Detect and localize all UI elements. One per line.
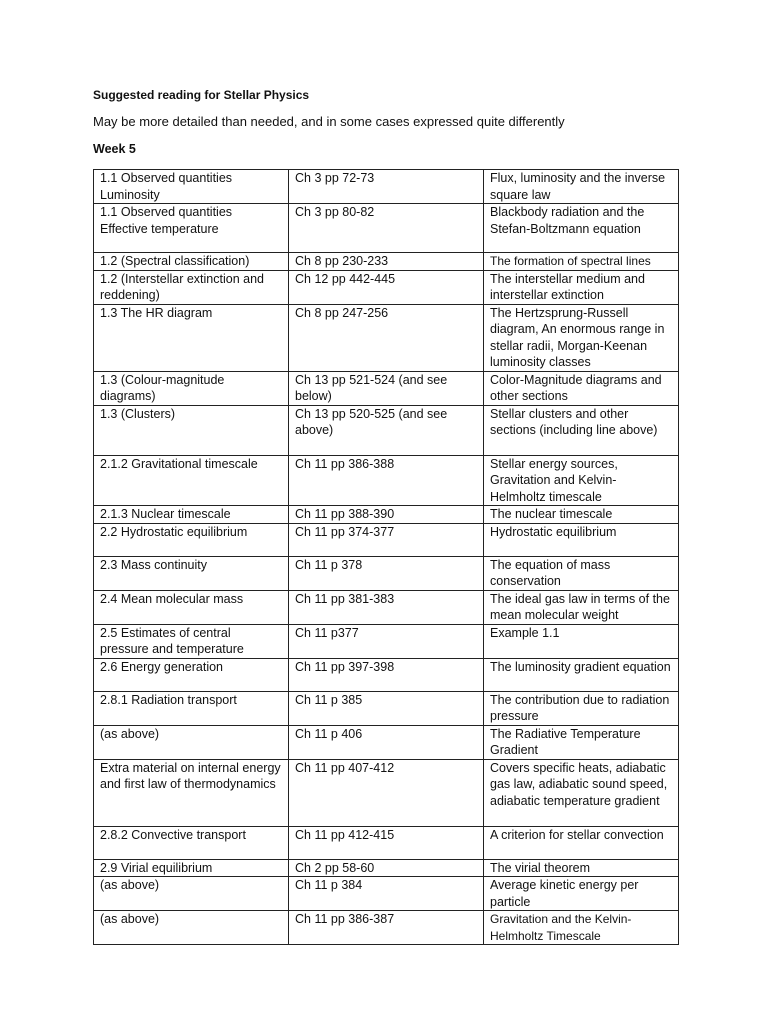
reference-cell: Ch 13 pp 520-525 (and see above)	[289, 405, 484, 455]
section-cell: The interstellar medium and interstellar extinction	[484, 270, 679, 304]
section-cell: Color-Magnitude diagrams and other sections	[484, 371, 679, 405]
section-cell: Hydrostatic equilibrium	[484, 523, 679, 556]
table-row	[94, 658, 679, 691]
table-row	[94, 691, 679, 725]
section-cell: The ideal gas law in terms of the mean molecular weight	[484, 590, 679, 624]
table-row	[94, 877, 679, 911]
topic-cell: 2.3 Mass continuity	[94, 556, 289, 590]
table-row	[94, 170, 679, 204]
reference-cell: Ch 11 pp 388-390	[289, 506, 484, 524]
topic-cell: 2.9 Virial equilibrium	[94, 859, 289, 877]
reference-cell: Ch 11 p377	[289, 624, 484, 658]
topic-cell: 1.1 Observed quantities Luminosity	[94, 170, 289, 204]
reference-cell: Ch 8 pp 230-233	[289, 253, 484, 271]
section-cell: Covers specific heats, adiabatic gas law, adiabatic sound speed, adiabatic temperature gradient	[484, 759, 679, 826]
section-cell	[484, 911, 679, 945]
table-row	[94, 455, 679, 506]
section-cell: The nuclear timescale	[484, 506, 679, 524]
table-row	[94, 826, 679, 859]
topic-cell: 2.4 Mean molecular mass	[94, 590, 289, 624]
table-row	[94, 725, 679, 759]
reference-cell: Ch 2 pp 58-60	[289, 859, 484, 877]
table-row	[94, 270, 679, 304]
reference-cell: Ch 11 p 385	[289, 691, 484, 725]
section-cell: The virial theorem	[484, 859, 679, 877]
reference-cell: Ch 11 p 406	[289, 725, 484, 759]
section-cell: Stellar energy sources, Gravitation and Kelvin-Helmholtz timescale	[484, 455, 679, 506]
topic-cell: 2.2 Hydrostatic equilibrium	[94, 523, 289, 556]
topic-cell: 2.1.2 Gravitational timescale	[94, 455, 289, 506]
reference-cell: Ch 3 pp 80-82	[289, 204, 484, 253]
section-cell: Average kinetic energy per particle	[484, 877, 679, 911]
table-row	[94, 859, 679, 877]
reference-cell: Ch 3 pp 72-73	[289, 170, 484, 204]
topic-cell: 2.1.3 Nuclear timescale	[94, 506, 289, 524]
reference-cell: Ch 12 pp 442-445	[289, 270, 484, 304]
topic-cell: 1.2 (Spectral classification)	[94, 253, 289, 271]
section-text: The formation of spectral lines	[490, 254, 651, 268]
reference-cell: Ch 11 pp 374-377	[289, 523, 484, 556]
reference-cell: Ch 11 pp 386-388	[289, 455, 484, 506]
section-cell: Example 1.1	[484, 624, 679, 658]
table-row	[94, 371, 679, 405]
section-cell: The equation of mass conservation	[484, 556, 679, 590]
section-cell: The Radiative Temperature Gradient	[484, 725, 679, 759]
table-row	[94, 911, 679, 945]
topic-cell: 2.8.2 Convective transport	[94, 826, 289, 859]
table-row	[94, 204, 679, 253]
table-row	[94, 304, 679, 371]
topic-cell: 2.6 Energy generation	[94, 658, 289, 691]
topic-cell: (as above)	[94, 725, 289, 759]
table-row	[94, 506, 679, 524]
topic-cell: (as above)	[94, 877, 289, 911]
table-row	[94, 624, 679, 658]
section-cell: A criterion for stellar convection	[484, 826, 679, 859]
topic-cell: 1.1 Observed quantities Effective temperature	[94, 204, 289, 253]
section-cell	[484, 253, 679, 271]
topic-cell: (as above)	[94, 911, 289, 945]
week-heading: Week 5	[93, 142, 136, 156]
table-row	[94, 590, 679, 624]
reference-cell: Ch 11 pp 412-415	[289, 826, 484, 859]
document-subtitle: May be more detailed than needed, and in some cases expressed quite differently	[93, 114, 565, 129]
topic-cell: Extra material on internal energy and first law of thermodynamics	[94, 759, 289, 826]
section-cell: Flux, luminosity and the inverse square law	[484, 170, 679, 204]
section-cell: The Hertzsprung-Russell diagram, An enormous range in stellar radii, Morgan-Keenan luminosity classes	[484, 304, 679, 371]
topic-cell: 1.3 (Clusters)	[94, 405, 289, 455]
table-row	[94, 759, 679, 826]
reference-cell: Ch 11 pp 407-412	[289, 759, 484, 826]
topic-cell: 1.3 (Colour-magnitude diagrams)	[94, 371, 289, 405]
reference-cell: Ch 11 pp 397-398	[289, 658, 484, 691]
reading-table	[93, 169, 679, 945]
section-cell: Blackbody radiation and the Stefan-Boltzmann equation	[484, 204, 679, 253]
reference-cell: Ch 8 pp 247-256	[289, 304, 484, 371]
section-cell: The luminosity gradient equation	[484, 658, 679, 691]
section-text: Gravitation and the Kelvin-Helmholtz Timescale	[490, 912, 632, 943]
topic-cell: 2.5 Estimates of central pressure and temperature	[94, 624, 289, 658]
table-row	[94, 556, 679, 590]
topic-cell: 1.2 (Interstellar extinction and reddening)	[94, 270, 289, 304]
table-row	[94, 405, 679, 455]
reference-cell: Ch 13 pp 521-524 (and see below)	[289, 371, 484, 405]
section-cell: The contribution due to radiation pressure	[484, 691, 679, 725]
reference-cell: Ch 11 pp 381-383	[289, 590, 484, 624]
document-title: Suggested reading for Stellar Physics	[93, 88, 310, 102]
reference-cell: Ch 11 p 384	[289, 877, 484, 911]
table-row	[94, 523, 679, 556]
reference-cell: Ch 11 pp 386-387	[289, 911, 484, 945]
table-row	[94, 253, 679, 271]
topic-cell: 1.3 The HR diagram	[94, 304, 289, 371]
reference-cell: Ch 11 p 378	[289, 556, 484, 590]
topic-cell: 2.8.1 Radiation transport	[94, 691, 289, 725]
section-cell: Stellar clusters and other sections (including line above)	[484, 405, 679, 455]
